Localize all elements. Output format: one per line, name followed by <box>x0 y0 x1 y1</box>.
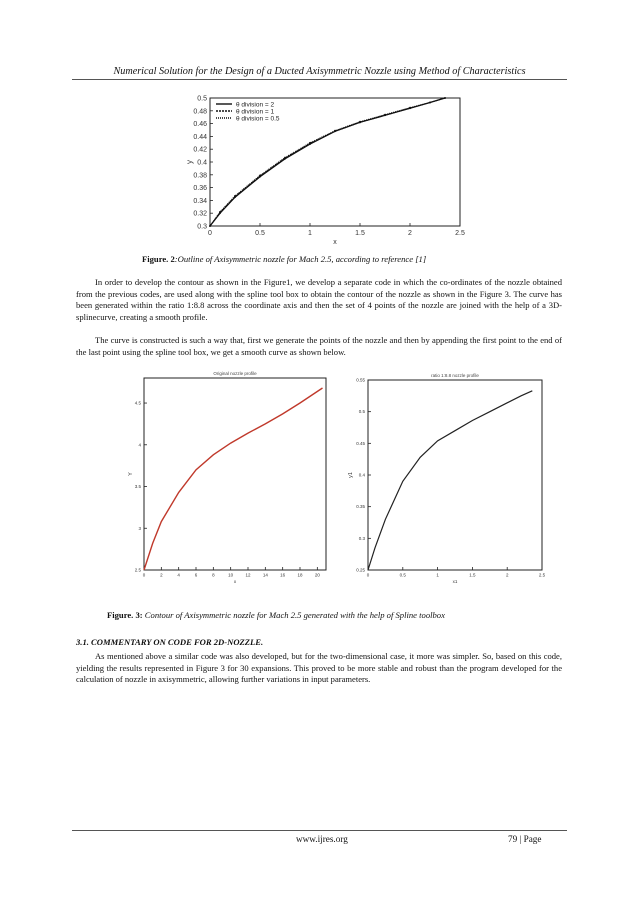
legend-entry: θ division = 0.5 <box>236 115 280 123</box>
data-point <box>409 107 411 109</box>
x-tick-label: 2.5 <box>538 572 546 578</box>
y-tick-label: 0.55 <box>356 377 365 383</box>
paragraph-3: As mentioned above a similar code was also developed, but for the two-dimensional case, it more was simpler. So, based on this code, yielding the results represented in Figure 3 for 30 expansions. This proved to be more stable and robust than the program developed for the calculation of nozzle in axisymmetric, allowing further variations in input parameters. <box>76 651 562 685</box>
figure-2-caption <box>142 254 426 264</box>
figure-2-caption-label: Figure. 2 <box>142 254 175 264</box>
x-tick-label: 8 <box>212 572 215 578</box>
y-tick-label: 0.25 <box>356 567 365 573</box>
y-tick-label: 0.3 <box>358 535 365 541</box>
x-tick-label: 16 <box>280 572 286 578</box>
x-tick-label: 18 <box>297 572 303 578</box>
y-tick-label: 0.35 <box>356 504 365 510</box>
y-tick-label: 0.3 <box>197 223 207 231</box>
footer-url[interactable]: www.ijres.org <box>296 834 348 844</box>
x-tick-label: 2.5 <box>455 230 465 237</box>
y-tick-label: 0.4 <box>358 472 365 478</box>
y-tick-label: 4 <box>138 442 141 448</box>
x-tick-label: 6 <box>194 572 198 578</box>
figure-3-caption <box>107 610 445 620</box>
x-tick-label: 0.5 <box>255 230 265 237</box>
y-tick-label: 0.32 <box>193 210 207 218</box>
data-point <box>284 157 286 159</box>
y-tick-label: 4.5 <box>134 400 141 406</box>
y-tick-label: 0.38 <box>193 172 207 180</box>
figure-3-caption-text: Contour of Axisymmetric nozzle for Mach 2.5 generated with the help of Spline toolbox <box>142 610 445 620</box>
data-point <box>359 121 361 123</box>
data-point <box>309 142 311 144</box>
y-tick-label: 2.5 <box>134 567 141 573</box>
x-tick-label: 14 <box>262 572 268 578</box>
y-tick-label: 0.34 <box>193 197 207 205</box>
y-axis-label: Y <box>128 472 134 476</box>
x-axis-label: x <box>233 579 237 584</box>
x-axis-label: x1 <box>452 579 458 584</box>
y-axis-label: y1 <box>348 472 354 478</box>
x-tick-label: 0 <box>366 572 370 578</box>
legend-entry: θ division = 2 <box>236 101 275 109</box>
x-tick-label: 1 <box>308 230 312 237</box>
figure-3-right-chart <box>338 372 550 586</box>
legend-entry: θ division = 1 <box>236 108 275 116</box>
y-tick-label: 0.42 <box>193 146 207 154</box>
figure-3-caption-label: Figure. 3: <box>107 610 143 620</box>
y-axis-label: y <box>185 160 194 164</box>
plot-frame <box>144 378 326 570</box>
x-tick-label: 0 <box>208 230 212 237</box>
x-tick-label: 1.5 <box>469 572 476 578</box>
y-tick-label: 0.5 <box>358 409 365 415</box>
y-tick-label: 0.5 <box>197 95 207 103</box>
x-tick-label: 1 <box>436 572 439 578</box>
x-tick-label: 2 <box>505 572 509 578</box>
header-rule <box>72 79 567 80</box>
y-tick-label: 0.44 <box>193 133 207 141</box>
y-tick-label: 0.4 <box>197 159 207 167</box>
paragraph-1: In order to develop the contour as shown in the Figure1, we develop a separate code in which the co-ordinates of the nozzle obtained from the previous codes, are used along with the spline tool box to obtain the contour of the nozzle as shown in the Figure 3. The curve has been generated within the ratio 1:8.8 across the coordinate axis and then the set of 4 points of the nozzle are joined with the help of a 3D-splinecurve, creating a smooth profile. <box>76 277 562 322</box>
x-axis-label: x <box>333 239 337 246</box>
y-tick-label: 0.36 <box>193 185 207 193</box>
x-tick-label: 1.5 <box>355 230 365 237</box>
data-point <box>259 175 261 177</box>
x-tick-label: 0 <box>142 572 146 578</box>
x-tick-label: 4 <box>177 572 180 578</box>
x-tick-label: 10 <box>228 572 234 578</box>
chart-title: Original nozzle profile <box>213 371 257 376</box>
y-tick-label: 3.5 <box>134 484 141 490</box>
y-tick-label: 3 <box>138 525 141 531</box>
running-header: Numerical Solution for the Design of a Ducted Axisymmetric Nozzle using Method of Characteristics <box>113 66 526 77</box>
paragraph-2: The curve is constructed is such a way that, first we generate the points of the nozzle and then by appending the first point to the end of the last point using the spline tool box, we get a smooth curve as shown below. <box>76 335 562 357</box>
chart-title: ratio 1:8.8 nozzle profile <box>431 373 479 378</box>
figure-3-left-chart <box>120 368 334 588</box>
plot-frame <box>368 380 542 570</box>
data-point <box>444 97 446 99</box>
section-heading: 3.1. COMMENTARY ON CODE FOR 2D-NOZZLE. <box>76 637 264 647</box>
x-tick-label: 2 <box>160 572 163 578</box>
footer-page-number: 79 | Page <box>508 834 542 844</box>
data-point <box>384 114 386 116</box>
x-tick-label: 0.5 <box>399 572 406 578</box>
x-tick-label: 12 <box>245 572 251 578</box>
data-point <box>219 211 221 213</box>
figure-2-caption-text: :Outline of Axisymmetric nozzle for Mach 2.5, according to reference [1] <box>174 254 427 264</box>
y-tick-label: 0.48 <box>193 108 207 116</box>
y-tick-label: 0.45 <box>356 440 365 446</box>
data-point <box>209 225 211 227</box>
figure-2-chart <box>186 92 476 252</box>
x-tick-label: 2 <box>408 230 412 237</box>
footer-rule <box>72 830 567 831</box>
data-point <box>429 102 431 104</box>
y-tick-label: 0.46 <box>193 121 207 129</box>
data-point <box>334 130 336 132</box>
x-tick-label: 20 <box>314 572 320 578</box>
data-point <box>234 195 236 197</box>
